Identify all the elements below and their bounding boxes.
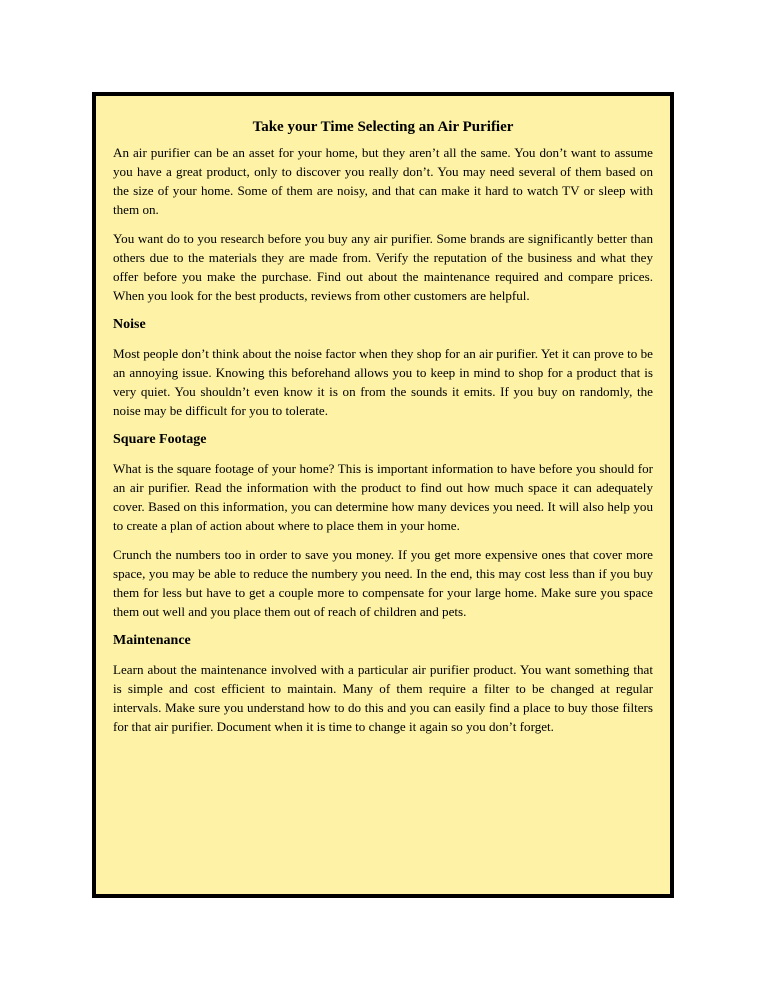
intro-paragraph-1: An air purifier can be an asset for your home, but they aren’t all the same. You don’t want to assume you have a great product, only to discover you really don’t. You may need several of them based on the size of your home. Some of them are noisy, and that can make it hard to watch TV or sleep with them on. (113, 145, 653, 217)
square-footage-paragraph-1: What is the square footage of your home? This is important information to have before you should for an air purifier. Read the information with the product to find out how much space it can adequately cover. Based on this information, you can determine how many devices you need. It will also help you to create a plan of action about where to place them in your home. (113, 461, 653, 533)
article-box (92, 92, 674, 898)
section-heading-noise: Noise (113, 317, 146, 332)
section-heading-maintenance: Maintenance (113, 633, 191, 648)
section-heading-square-footage: Square Footage (113, 432, 207, 447)
article-title: Take your Time Selecting an Air Purifier (252, 119, 514, 135)
intro-paragraph-2: You want do to you research before you buy any air purifier. Some brands are significantly better than others due to the materials they are made from. Verify the reputation of the business and what they offer before you make the purchase. Find out about the maintenance required and compare prices. When you look for the best products, reviews from other customers are helpful. (113, 231, 653, 303)
maintenance-paragraph: Learn about the maintenance involved with a particular air purifier product. You want something that is simple and cost efficient to maintain. Many of them require a filter to be changed at regular intervals. Make sure you understand how to do this and you can easily find a place to buy those filters for that air purifier. Document when it is time to change it again so you don’t forget. (113, 662, 653, 734)
noise-paragraph: Most people don’t think about the noise factor when they shop for an air purifier. Yet it can prove to be an annoying issue. Knowing this beforehand allows you to keep in mind to shop for a product that is very quiet. You shouldn’t even know it is on from the sounds it emits. If you buy on randomly, the noise may be difficult for you to tolerate. (113, 346, 653, 418)
square-footage-paragraph-2: Crunch the numbers too in order to save you money. If you get more expensive ones that cover more space, you may be able to reduce the numbery you need. In the end, this may cost less than if you buy them for less but have to get a couple more to compensate for your large home. Make sure you space them out well and you place them out of reach of children and pets. (113, 547, 653, 619)
